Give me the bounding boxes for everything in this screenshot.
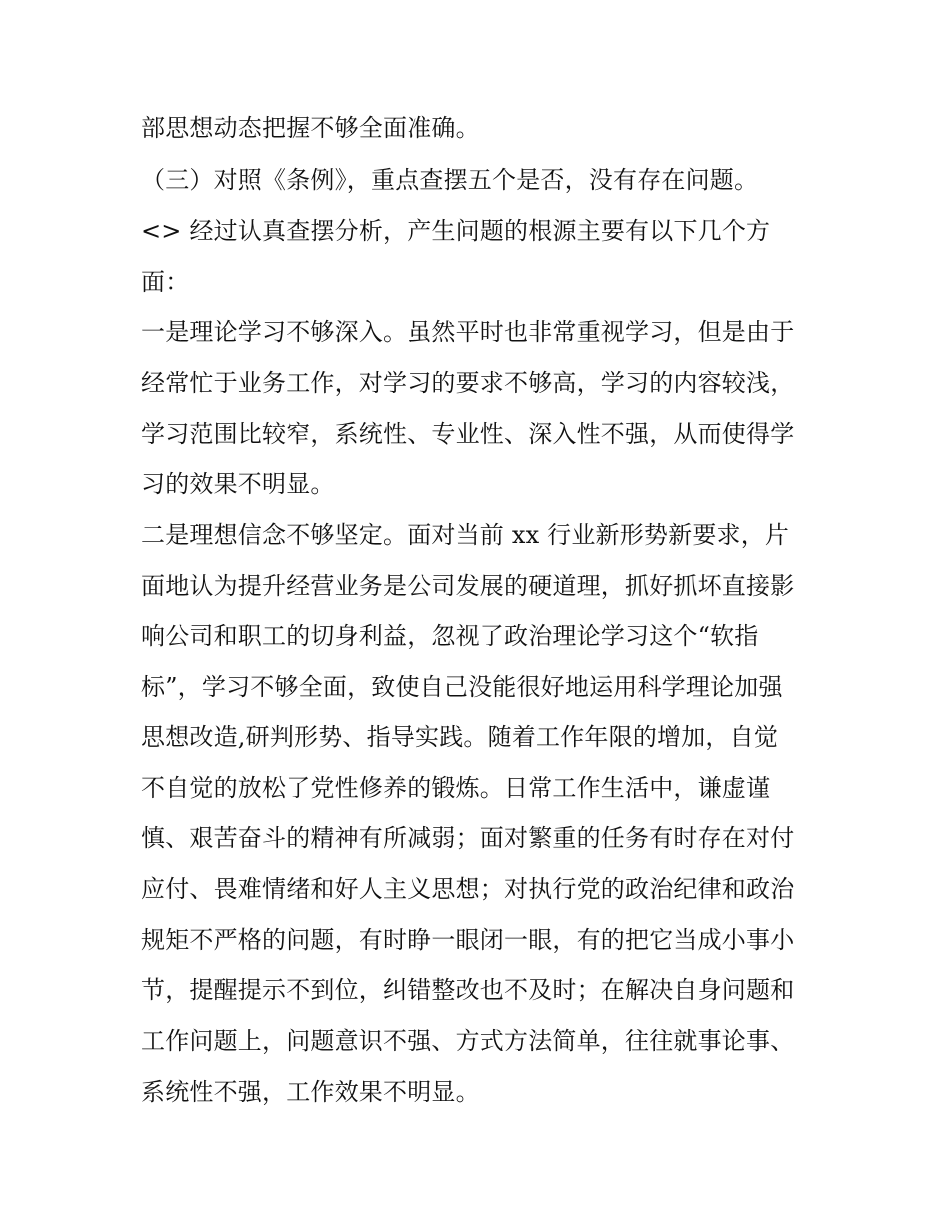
text-line: 学习范围比较窄，系统性、专业性、深入性不强，从而使得学 (141, 420, 795, 448)
text-line: 部思想动态把握不够全面准确。 (141, 114, 480, 142)
text-line: 二是理想信念不够坚定。面对当前 xx 行业新形势新要求，片 (141, 521, 790, 549)
text-line: <> 经过认真查摆分析，产生问题的根源主要有以下几个方 (141, 217, 771, 245)
text-line: 规矩不严格的问题，有时睁一眼闭一眼，有的把它当成小事小 (141, 926, 795, 954)
text-line: 节，提醒提示不到位，纠错整改也不及时；在解决自身问题和 (141, 976, 795, 1004)
text-line: 慎、艰苦奋斗的精神有所减弱；面对繁重的任务有时存在对付 (141, 824, 795, 852)
text-line: （三）对照《条例》，重点查摆五个是否，没有存在问题。 (141, 166, 759, 194)
text-line: 一是理论学习不够深入。虽然平时也非常重视学习，但是由于 (141, 318, 795, 346)
text-line: 面地认为提升经营业务是公司发展的硬道理，抓好抓坏直接影 (141, 572, 795, 600)
text-line: 响公司和职工的切身利益，忽视了政治理论学习这个“软指 (141, 622, 759, 650)
text-line: 不自觉的放松了党性修养的锻炼。日常工作生活中，谦虚谨 (141, 774, 771, 802)
text-line: 标”，学习不够全面，致使自己没能很好地运用科学理论加强 (141, 673, 783, 701)
text-line: 思想改造,研判形势、指导实践。随着工作年限的增加，自觉 (141, 723, 779, 751)
text-line: 系统性不强，工作效果不明显。 (141, 1078, 480, 1106)
text-line: 面： (141, 268, 190, 296)
text-line: 习的效果不明显。 (141, 470, 335, 498)
text-line: 应付、畏难情绪和好人主义思想；对执行党的政治纪律和政治 (141, 875, 795, 903)
text-line: 工作问题上，问题意识不强、方式方法简单，往往就事论事、 (141, 1027, 795, 1055)
text-line: 经常忙于业务工作，对学习的要求不够高，学习的内容较浅， (141, 369, 795, 397)
